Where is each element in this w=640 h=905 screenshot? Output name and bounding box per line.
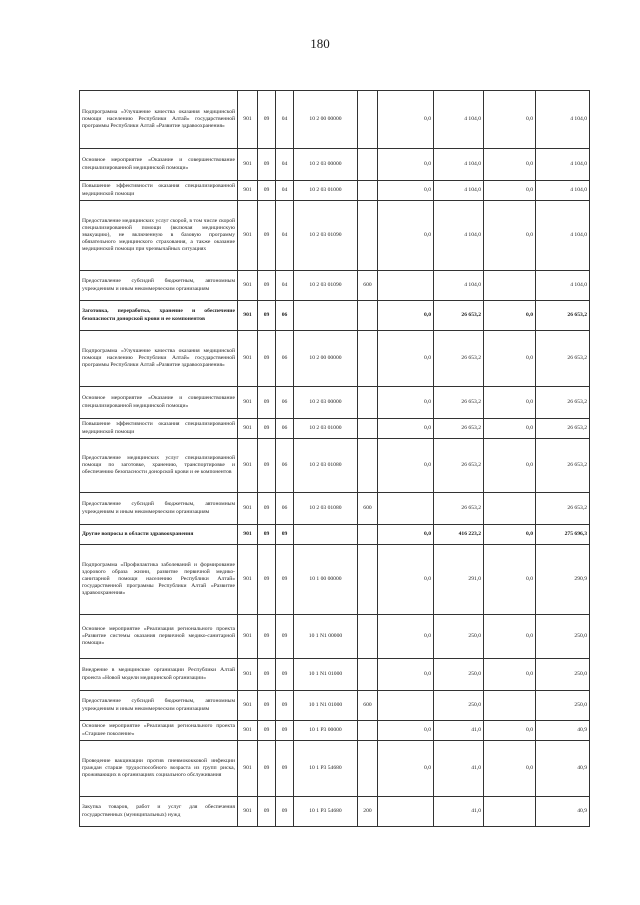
amount-1 [378,493,434,525]
amount-2: 26 653,2 [434,387,484,419]
table-row [80,741,590,797]
row-name: Внедрение в медицинские организации Республики Алтай проекта «Новой модели медицинской организации» [80,659,238,691]
table-row [80,493,590,525]
target-article-code: 10 2 00 00000 [294,91,358,149]
expense-type-code [358,721,378,741]
amount-1: 0,0 [378,181,434,201]
amount-4: 26 653,2 [536,387,590,419]
amount-3 [484,691,536,721]
target-article-code: 10 2 03 01090 [294,271,358,301]
target-article-code: 10 1 P3 54680 [294,797,358,827]
subsection-code: 06 [276,387,294,419]
amount-2: 26 653,2 [434,439,484,493]
amount-2: 250,0 [434,659,484,691]
section-code: 09 [258,691,276,721]
amount-4: 40,9 [536,797,590,827]
expense-type-code [358,659,378,691]
amount-2: 291,0 [434,545,484,615]
target-article-code [294,301,358,331]
expense-type-code: 200 [358,797,378,827]
table-row [80,387,590,419]
amount-1: 0,0 [378,419,434,439]
section-code: 09 [258,545,276,615]
amount-3: 0,0 [484,525,536,545]
amount-1: 0,0 [378,741,434,797]
subsection-code: 04 [276,91,294,149]
subsection-code: 04 [276,149,294,181]
amount-3 [484,797,536,827]
amount-4: 4 104,0 [536,271,590,301]
grbs-code: 901 [238,741,258,797]
amount-3: 0,0 [484,301,536,331]
target-article-code [294,525,358,545]
table-row [80,439,590,493]
amount-4: 26 653,2 [536,419,590,439]
section-code: 09 [258,91,276,149]
amount-4: 4 104,0 [536,91,590,149]
amount-2: 26 653,2 [434,419,484,439]
subsection-code: 09 [276,797,294,827]
target-article-code: 10 1 N1 01000 [294,659,358,691]
section-code: 09 [258,721,276,741]
table-row [80,419,590,439]
subsection-code: 04 [276,271,294,301]
subsection-code: 09 [276,615,294,659]
row-name: Подпрограмма «Улучшение качества оказания медицинской помощи населению Республики Алтай» государственной программы Республики Алтай «Развитие здравоохранения» [80,331,238,387]
amount-3: 0,0 [484,181,536,201]
row-name: Предоставление медицинских услуг скорой, в том числе скорой специализированной помощи (включая медицинскую эвакуацию), не включенную в базовую программу обязательного медицинского страхования, а также оказание медицинской помощи при чрезвычайных ситуациях [80,201,238,271]
grbs-code: 901 [238,149,258,181]
subsection-code: 09 [276,545,294,615]
target-article-code: 10 2 00 00000 [294,331,358,387]
table-row [80,301,590,331]
subsection-code: 06 [276,301,294,331]
row-name: Основное мероприятие «Реализация регионального проекта «Старшее поколение» [80,721,238,741]
table-row [80,149,590,181]
grbs-code: 901 [238,201,258,271]
section-code: 09 [258,439,276,493]
row-name: Предоставление субсидий бюджетным, автономным учреждениям и иным некоммерческим организациям [80,271,238,301]
target-article-code: 10 1 N1 01000 [294,691,358,721]
table-row [80,659,590,691]
subsection-code: 04 [276,181,294,201]
row-name: Подпрограмма «Профилактика заболеваний и формирование здорового образа жизни, развитие первичной медико-санитарной помощи населению Республики Алтай» государственной программы Республики Алтай «Развитие здравоохранения» [80,545,238,615]
target-article-code: 10 2 03 00000 [294,149,358,181]
target-article-code: 10 2 03 01000 [294,419,358,439]
amount-3: 0,0 [484,741,536,797]
target-article-code: 10 1 P3 54680 [294,741,358,797]
amount-3: 0,0 [484,615,536,659]
target-article-code: 10 1 N1 00000 [294,615,358,659]
row-name: Проведение вакцинации против пневмококковой инфекции граждан старше трудоспособного возраста из групп риска, проживающих в организациях социального обслуживания [80,741,238,797]
amount-2: 4 104,0 [434,271,484,301]
row-name: Заготовка, переработка, хранение и обеспечение безопасности донорской крови и ее компонентов [80,301,238,331]
amount-4: 250,0 [536,691,590,721]
amount-2: 250,0 [434,691,484,721]
grbs-code: 901 [238,545,258,615]
grbs-code: 901 [238,721,258,741]
expense-type-code: 600 [358,493,378,525]
section-code: 09 [258,797,276,827]
expense-type-code [358,525,378,545]
section-code: 09 [258,301,276,331]
amount-2: 26 653,2 [434,301,484,331]
amount-2: 41,0 [434,797,484,827]
amount-1: 0,0 [378,91,434,149]
row-name: Предоставление субсидий бюджетным, автономным учреждениям и иным некоммерческим организациям [80,691,238,721]
amount-3: 0,0 [484,545,536,615]
subsection-code: 09 [276,721,294,741]
amount-1: 0,0 [378,615,434,659]
target-article-code: 10 1 P3 00000 [294,721,358,741]
amount-1: 0,0 [378,301,434,331]
expense-type-code [358,301,378,331]
expense-type-code [358,181,378,201]
amount-3: 0,0 [484,91,536,149]
section-code: 09 [258,387,276,419]
grbs-code: 901 [238,797,258,827]
row-name: Основное мероприятие «Оказание и совершенствование специализированной медицинской помощи» [80,387,238,419]
section-code: 09 [258,331,276,387]
amount-3: 0,0 [484,201,536,271]
amount-1: 0,0 [378,331,434,387]
amount-2: 41,0 [434,741,484,797]
amount-4: 290,9 [536,545,590,615]
subsection-code: 06 [276,331,294,387]
amount-1 [378,797,434,827]
row-name: Закупка товаров, работ и услуг для обеспечения государственных (муниципальных) нужд [80,797,238,827]
grbs-code: 901 [238,691,258,721]
grbs-code: 901 [238,439,258,493]
grbs-code: 901 [238,181,258,201]
row-name: Предоставление субсидий бюджетным, автономным учреждениям и иным некоммерческим организациям [80,493,238,525]
amount-1: 0,0 [378,439,434,493]
subsection-code: 06 [276,493,294,525]
expense-type-code [358,545,378,615]
amount-1: 0,0 [378,149,434,181]
section-code: 09 [258,615,276,659]
amount-2: 4 104,0 [434,181,484,201]
table-row [80,201,590,271]
expense-type-code [358,741,378,797]
expense-type-code [358,387,378,419]
row-name: Подпрограмма «Улучшение качества оказания медицинской помощи населению Республики Алтай» государственной программы Республики Алтай «Развитие здравоохранения» [80,91,238,149]
target-article-code: 10 1 00 00000 [294,545,358,615]
section-code: 09 [258,149,276,181]
section-code: 09 [258,201,276,271]
expense-type-code [358,419,378,439]
subsection-code: 04 [276,201,294,271]
amount-3 [484,271,536,301]
subsection-code: 09 [276,741,294,797]
amount-2: 26 653,2 [434,493,484,525]
amount-1: 0,0 [378,201,434,271]
amount-4: 26 653,2 [536,493,590,525]
table-row [80,545,590,615]
grbs-code: 901 [238,301,258,331]
target-article-code: 10 2 03 01090 [294,201,358,271]
row-name: Основное мероприятие «Реализация регионального проекта «Развитие системы оказания первичной медико-санитарной помощи» [80,615,238,659]
amount-4: 26 653,2 [536,331,590,387]
amount-2: 416 223,2 [434,525,484,545]
expense-type-code [358,201,378,271]
amount-3: 0,0 [484,331,536,387]
target-article-code: 10 2 03 00000 [294,387,358,419]
amount-3 [484,493,536,525]
table-row [80,721,590,741]
section-code: 09 [258,271,276,301]
grbs-code: 901 [238,615,258,659]
grbs-code: 901 [238,387,258,419]
table-row [80,691,590,721]
row-name: Повышение эффективности оказания специализированной медицинской помощи [80,419,238,439]
grbs-code: 901 [238,91,258,149]
amount-1: 0,0 [378,659,434,691]
expense-type-code: 600 [358,271,378,301]
amount-1: 0,0 [378,525,434,545]
amount-1: 0,0 [378,545,434,615]
expense-type-code [358,331,378,387]
grbs-code: 901 [238,271,258,301]
section-code: 09 [258,659,276,691]
amount-2: 250,0 [434,615,484,659]
amount-3: 0,0 [484,721,536,741]
amount-3: 0,0 [484,387,536,419]
row-name: Повышение эффективности оказания специализированной медицинской помощи [80,181,238,201]
amount-2: 41,0 [434,721,484,741]
expense-type-code [358,91,378,149]
amount-1 [378,271,434,301]
amount-3: 0,0 [484,439,536,493]
expense-type-code: 600 [358,691,378,721]
amount-2: 4 104,0 [434,91,484,149]
target-article-code: 10 2 03 01080 [294,493,358,525]
amount-3: 0,0 [484,149,536,181]
expense-type-code [358,149,378,181]
amount-1 [378,691,434,721]
section-code: 09 [258,525,276,545]
table-row [80,271,590,301]
grbs-code: 901 [238,419,258,439]
amount-4: 4 104,0 [536,181,590,201]
expense-type-code [358,615,378,659]
target-article-code: 10 2 03 01000 [294,181,358,201]
table-row [80,91,590,149]
amount-4: 250,0 [536,615,590,659]
target-article-code: 10 2 03 01080 [294,439,358,493]
row-name: Основное мероприятие «Оказание и совершенствование специализированной медицинской помощи» [80,149,238,181]
subsection-code: 06 [276,419,294,439]
page-number: 180 [310,36,330,51]
section-code: 09 [258,741,276,797]
amount-3: 0,0 [484,659,536,691]
grbs-code: 901 [238,493,258,525]
grbs-code: 901 [238,331,258,387]
expense-type-code [358,439,378,493]
amount-1: 0,0 [378,387,434,419]
amount-4: 275 696,3 [536,525,590,545]
table-row [80,797,590,827]
subsection-code: 09 [276,525,294,545]
table-row [80,525,590,545]
section-code: 09 [258,493,276,525]
section-code: 09 [258,181,276,201]
amount-4: 4 104,0 [536,149,590,181]
subsection-code: 09 [276,691,294,721]
grbs-code: 901 [238,525,258,545]
amount-2: 4 104,0 [434,149,484,181]
amount-1: 0,0 [378,721,434,741]
amount-4: 250,0 [536,659,590,691]
amount-4: 40,9 [536,721,590,741]
grbs-code: 901 [238,659,258,691]
amount-4: 26 653,2 [536,439,590,493]
amount-3: 0,0 [484,419,536,439]
section-code: 09 [258,419,276,439]
row-name: Предоставление медицинских услуг специализированной помощи по заготовке, хранению, транспортировке и обеспечению безопасности донорской крови и ее компонентов [80,439,238,493]
table-row [80,331,590,387]
amount-4: 26 653,2 [536,301,590,331]
row-name: Другие вопросы в области здравоохранения [80,525,238,545]
table-row [80,181,590,201]
table-row [80,615,590,659]
amount-2: 26 653,2 [434,331,484,387]
subsection-code: 06 [276,439,294,493]
amount-2: 4 104,0 [434,201,484,271]
budget-table [79,90,590,827]
amount-4: 4 104,0 [536,201,590,271]
amount-4: 40,9 [536,741,590,797]
table-body [80,91,590,827]
subsection-code: 09 [276,659,294,691]
